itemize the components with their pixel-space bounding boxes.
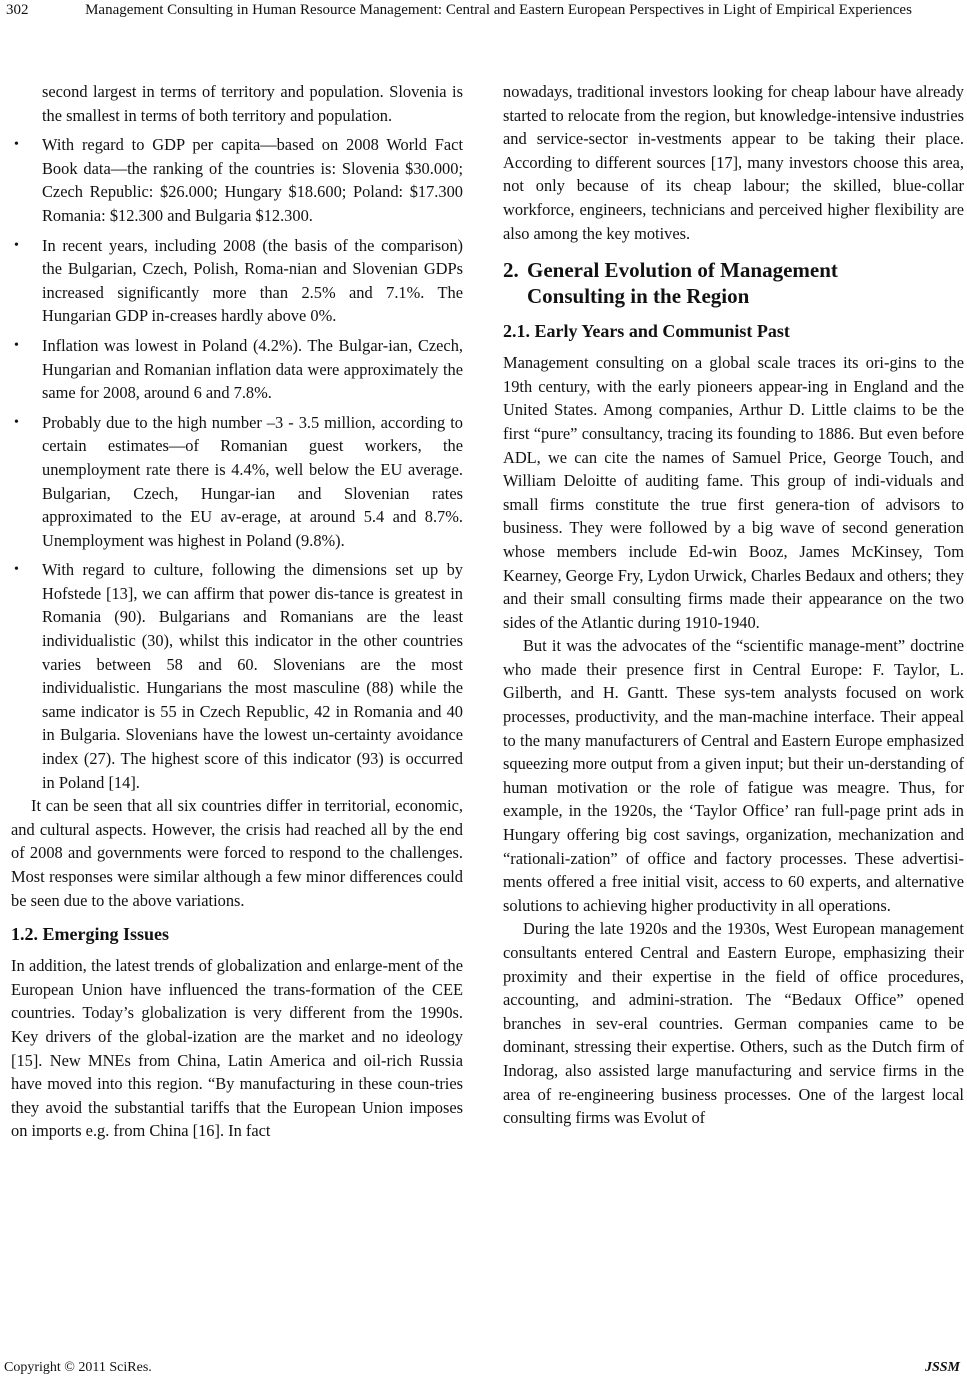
right-column — [503, 80, 964, 1130]
bullet-continuation: second largest in terms of territory and population. Slovenia is the smallest in terms of both territory and population. — [42, 82, 463, 125]
bullet-item — [11, 558, 463, 794]
journal-abbrev: JSSM — [924, 1360, 960, 1375]
page-footer — [4, 1360, 960, 1376]
bullet-text: In recent years, including 2008 (the basis of the comparison) the Bulgarian, Czech, Polish, Roma-nian and Slovenian GDPs increased significantly more than 2.5% and 7.1%. The Hungarian GDP in-creases hardly above 0%. — [42, 235, 463, 326]
section-heading-2-1: 2.1. Early Years and Communist Past — [503, 321, 790, 342]
running-header — [6, 0, 961, 20]
section-heading-2 — [503, 257, 964, 309]
body-paragraph: Management consulting on a global scale traces its ori-gins to the 19th century, with the early pioneers appear-ing in England and the United States. Among companies, Arthur D. Little claims to be the first “pure” consultancy, tracing its founding to 1886. But even before ADL, we can cite the names of Samuel Price, George Touch, and William Deloitte of auditing fame. This group of indi-viduals and small firms constitute the true first genera-tion of advisors to business. They were followed by a big wave of second generation whose members include Ed-win Booz, James McKinsey, Tom Kearney, George Fry, Lydon Urwick, Charles Bedaux and others; they and their small consulting firms made their appearance on the two sides of the Atlantic during 1910-1940. — [503, 353, 964, 632]
bullet-text: With regard to GDP per capita—based on 2008 World Fact Book data—the ranking of the countries is: Slovenia $30.000; Czech Republic: $26.000; Hungary $18.600; Poland: $17.300 Romania: $12.300 and Bulgaria $12.300. — [42, 135, 463, 225]
body-paragraph: In addition, the latest trends of globalization and enlarge-ment of the European Union have influenced the trans-formation of the CEE countries. Today’s globalization is very different from the 1990s. Key drivers of the global-ization are the market and no ideology [15]. New MNEs from China, Latin America and oil-rich Russia have moved into this region. “By manufacturing in these coun-tries they avoid the substantial tariffs that the European Union imposes on imports e.g. from China [16]. In fact — [11, 956, 463, 1141]
section-title-line1: General Evolution of Management — [527, 258, 838, 283]
bullet-text: Inflation was lowest in Poland (4.2%). The Bulgar-ian, Czech, Hungarian and Romanian inflation data were approximately the same for 2008, around 6 and 7.8%. — [42, 335, 463, 403]
left-column — [11, 80, 463, 1143]
body-paragraph: nowadays, traditional investors looking for cheap labour have already started to relocate from the region, but knowledge-intensive industries and service-sector in-vestments appear to be taking their place. According to different sources [17], many investors choose this area, not only because of its cheap labour; the skilled, blue-collar workforce, engineers, technicians and perceived higher flexibility are also among the key motives. — [503, 82, 964, 243]
copyright-notice: Copyright © 2011 SciRes. — [4, 1360, 152, 1375]
bullet-item — [11, 334, 463, 405]
bullet-text: With regard to culture, following the dimensions set up by Hofstede [13], we can affirm that power dis-tance is greatest in Romania (90). Bulgarians and Romanians are the least individualistic (30), whilst this indicator in the other countries varies between 58 and 60. Slovenians are the most individualistic. Hungarians the most masculine (88) while the same indicator is 55 in Czech Republic, 42 in Romania and 40 in Bulgaria. Slovenians have the lowest un-certainty avoidance index (27). The highest score of this indicator (93) is occurred in Poland [14]. — [42, 560, 463, 792]
section-number: 2. — [503, 258, 519, 283]
body-paragraph: During the late 1920s and the 1930s, West European management consultants entered Central and Eastern Europe, emphasizing their proximity and their expertise in the field of office procedures, accounting, and admini-stration. The “Bedaux Office” opened branches in sev-eral countries. German companies came to be dominant, stressing their expertise. Others, such as the Dutch firm of Indorag, also assisted large manufacturing and service firms in the area of re-engineering business processes. One of the largest local consulting firms was Evolut of — [503, 919, 964, 1128]
bullet-dot-icon: • — [14, 237, 19, 253]
body-paragraph: It can be seen that all six countries differ in territorial, economic, and cultural aspects. However, the crisis had reached all by the end of 2008 and governments were forced to respond to the challenges. Most responses were similar although a few minor differences could be seen due to the above variations. — [11, 796, 463, 910]
bullet-text: Probably due to the high number –3 - 3.5 million, according to certain estimates—of Romanian guest workers, the unemployment rate there is 4.4%, well below the EU average. Bulgarian, Czech, Hungar-ian and Slovenian rates approximated to the EU av-erage, at around 5.4 and 8.7%. Unemployment was highest in Poland (9.8%). — [42, 412, 463, 550]
running-title: Management Consulting in Human Resource Management: Central and Eastern European Perspectives in Light of Empirical Experiences — [85, 2, 912, 18]
bullet-item — [11, 234, 463, 328]
bullet-dot-icon: • — [14, 137, 19, 153]
bullet-item — [11, 411, 463, 553]
bullet-dot-icon: • — [14, 562, 19, 578]
page-number: 302 — [6, 2, 29, 18]
section-heading-1-2: 1.2. Emerging Issues — [11, 924, 170, 945]
bullet-item — [11, 133, 463, 227]
bullet-dot-icon: • — [14, 414, 19, 430]
bullet-list — [11, 133, 463, 794]
body-paragraph: But it was the advocates of the “scientific manage-ment” doctrine who made their presence first in Central Europe: F. Taylor, L. Gilberth, and H. Gantt. These sys-tem analysts focused on work processes, productivity, and the man-machine interface. Their appeal to the many manufacturers of Central and Eastern Europe emphasized squeezing more output from a given input; but their un-derstanding of human motivation or the role of fatigue was meagre. Thus, for example, in the 1920s, the ‘Taylor Office’ ran full-page print ads in Hungary offering big cost savings, organization, mechanization and “rationali-zation” of office and factory processes. These advertisi-ments offered a free initial visit, access to 60 experts, and alternative solutions to achieving higher productivity in all operations. — [503, 636, 964, 915]
section-title-line2: Consulting in the Region — [527, 284, 750, 309]
bullet-dot-icon: • — [14, 337, 19, 353]
